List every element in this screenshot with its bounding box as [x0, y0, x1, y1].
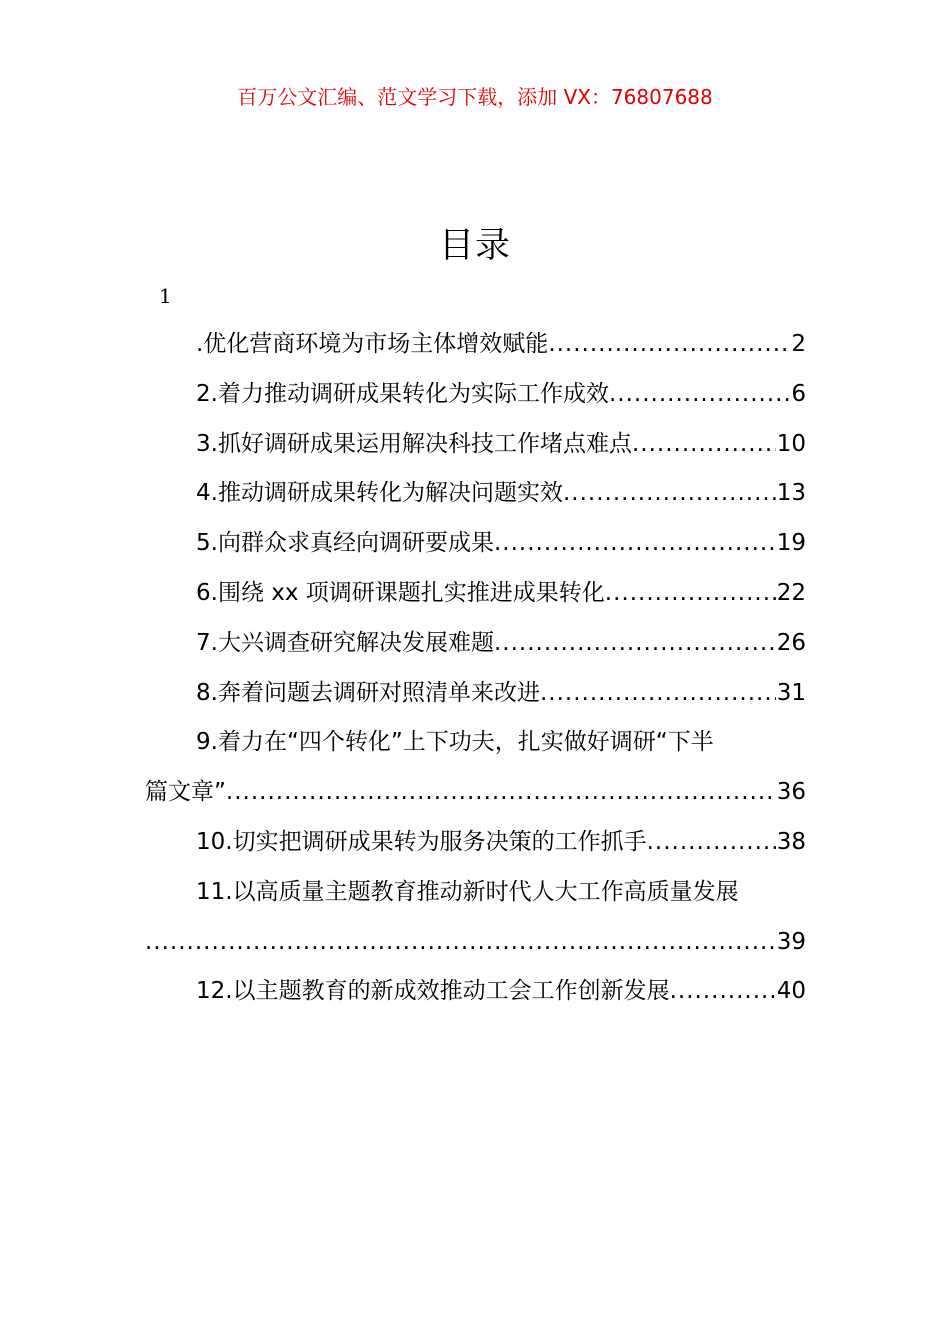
toc-leader-dots: [670, 967, 776, 1017]
toc-entry-text: 8.奔着问题去调研对照清单来改进: [196, 679, 540, 706]
toc-page-number: 10: [776, 430, 806, 457]
toc-page-number: 26: [776, 629, 806, 656]
toc-leader-dots: [605, 569, 776, 619]
toc-entry-text: 3.抓好调研成果运用解决科技工作堵点难点: [196, 430, 632, 457]
toc-page-number: 31: [776, 679, 806, 706]
toc-entry-text-line1: 11.以高质量主题教育推动新时代人大工作高质量发展: [196, 878, 739, 905]
toc-leader-dots: [145, 918, 776, 968]
toc-entry-12[interactable]: [145, 967, 806, 1017]
toc-page-number: 38: [776, 828, 806, 855]
stray-number: 1: [159, 284, 172, 308]
toc-page-number: 2: [791, 331, 806, 357]
toc-entry-8[interactable]: [145, 669, 806, 719]
toc-entry-11[interactable]: [145, 868, 806, 968]
page-title: 目录: [438, 226, 511, 266]
toc-leader-dots: [609, 370, 790, 420]
toc-entry-3[interactable]: [145, 420, 806, 470]
toc-leader-dots: [632, 420, 776, 470]
toc-page-number: 22: [776, 579, 806, 606]
toc-entry-2[interactable]: [145, 370, 806, 420]
toc-entry-text: .优化营商环境为市场主体增效赋能: [196, 331, 549, 357]
toc-entry-6[interactable]: [145, 569, 806, 619]
toc-entry-9[interactable]: [145, 718, 806, 818]
toc-page-number: 13: [776, 480, 806, 507]
toc-entry-4[interactable]: [145, 469, 806, 519]
toc-entry-text: 7.大兴调查研究解决发展难题: [196, 629, 494, 656]
toc-leader-dots: [548, 320, 790, 370]
table-of-contents: [145, 320, 806, 1017]
toc-entry-1[interactable]: [145, 320, 806, 370]
toc-entry-text-line1: 9.着力在“四个转化”上下功夫，扎实做好调研“下半: [196, 729, 714, 756]
toc-entry-text: 10.切实把调研成果转为服务决策的工作抓手: [196, 828, 647, 855]
toc-entry-text-line2: 篇文章”: [145, 779, 226, 806]
toc-leader-dots: [494, 619, 776, 669]
toc-entry-5[interactable]: [145, 519, 806, 569]
toc-entry-text: 5.向群众求真经向调研要成果: [196, 530, 494, 557]
toc-leader-dots: [494, 519, 776, 569]
toc-page-number: 36: [776, 779, 806, 806]
toc-entry-10[interactable]: [145, 818, 806, 868]
toc-page-number: 39: [776, 928, 806, 955]
toc-leader-dots: [226, 768, 776, 818]
toc-leader-dots: [540, 669, 776, 719]
toc-page-number: 19: [776, 530, 806, 557]
toc-page-number: 40: [776, 978, 806, 1005]
toc-leader-dots: [563, 469, 776, 519]
toc-leader-dots: [647, 818, 776, 868]
header-note: 百万公文汇编、范文学习下载，添加 VX：76807688: [237, 85, 713, 109]
toc-entry-text: 6.围绕 xx 项调研课题扎实推进成果转化: [196, 579, 605, 606]
toc-entry-text: 12.以主题教育的新成效推动工会工作创新发展: [196, 978, 670, 1005]
toc-entry-7[interactable]: [145, 619, 806, 669]
toc-entry-text: 2.着力推动调研成果转化为实际工作成效: [196, 380, 609, 407]
toc-entry-text: 4.推动调研成果转化为解决问题实效: [196, 480, 563, 507]
toc-page-number: 6: [791, 380, 806, 407]
